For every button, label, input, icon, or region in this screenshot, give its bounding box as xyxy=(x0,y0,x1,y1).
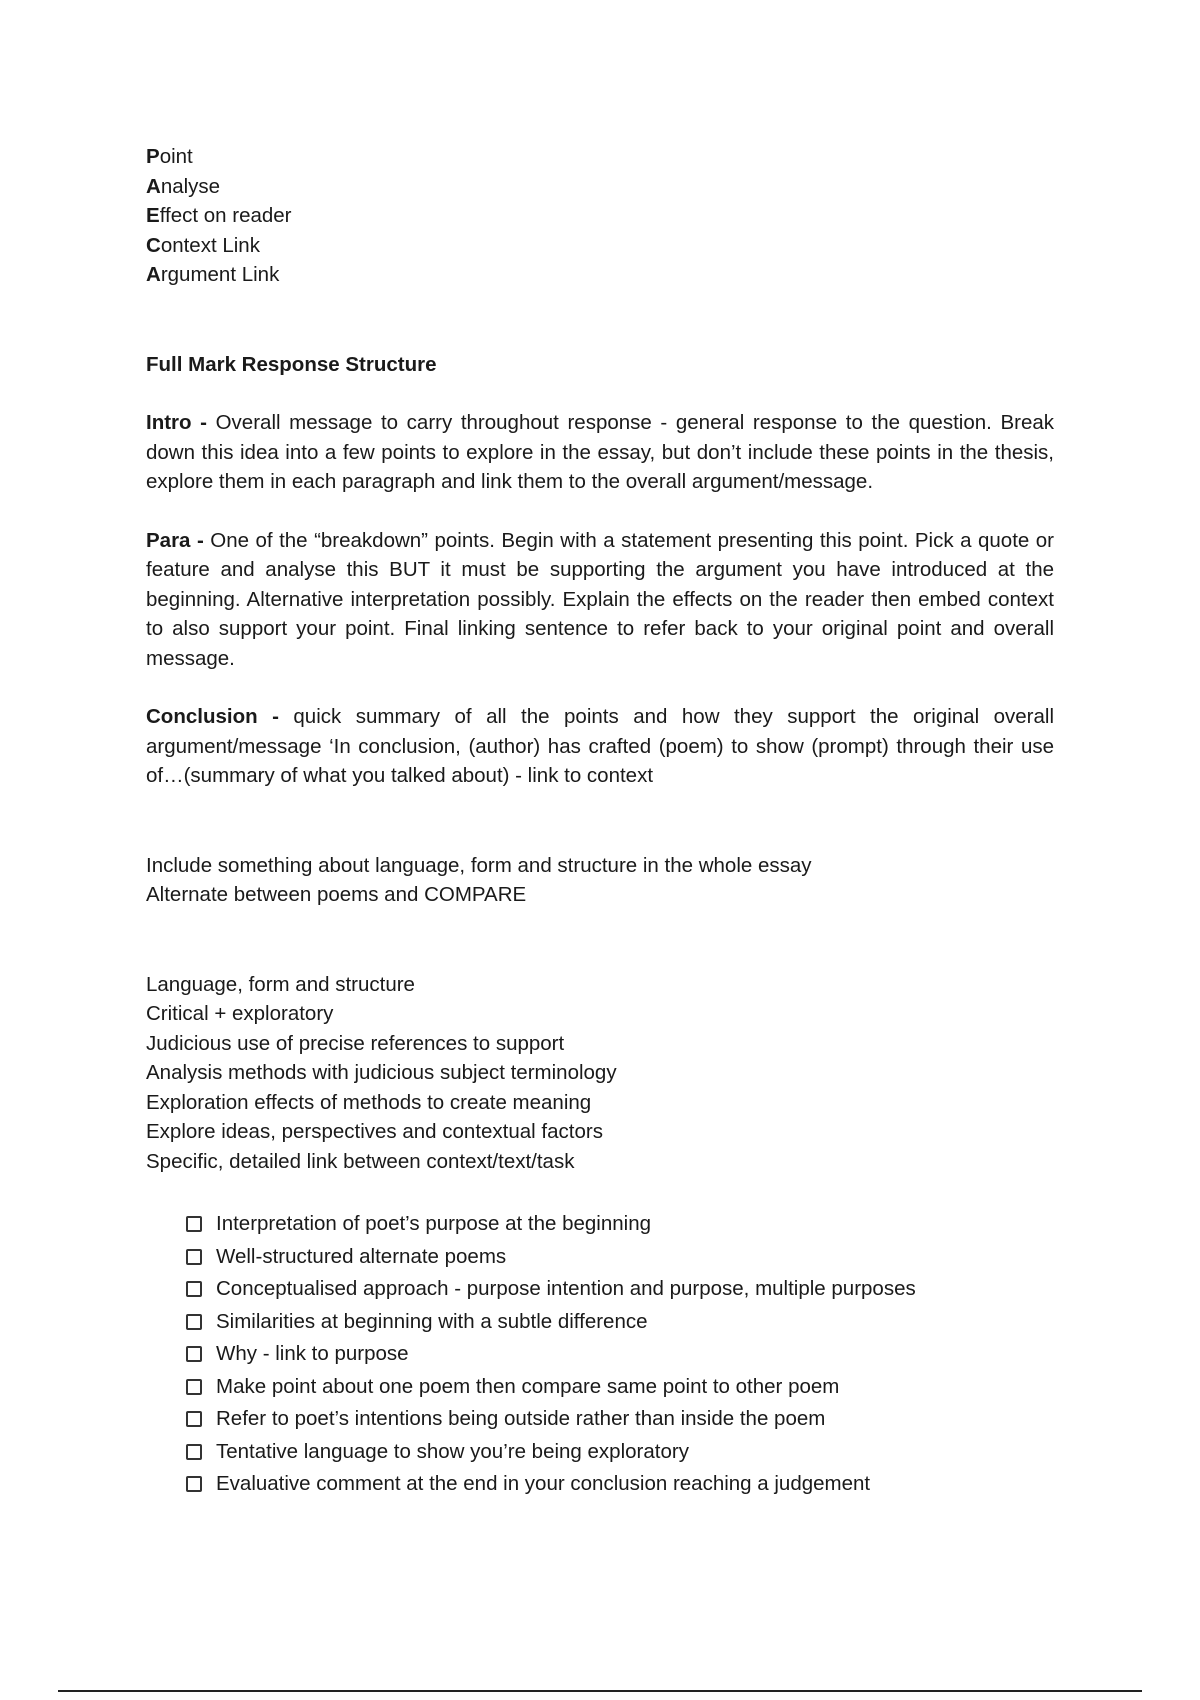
criteria-block xyxy=(146,970,1054,1177)
checklist-item xyxy=(186,1306,1054,1339)
checklist-item xyxy=(186,1436,1054,1469)
criteria-line: Judicious use of precise references to support xyxy=(146,1031,565,1055)
checklist-item xyxy=(186,1468,1054,1501)
criteria-line: Critical + exploratory xyxy=(146,1002,334,1025)
criteria-line: Exploration effects of methods to create meaning xyxy=(146,1090,592,1114)
checklist-item-label: Interpretation of poet’s purpose at the beginning xyxy=(216,1212,651,1236)
checklist-item-label: Make point about one poem then compare same point to other poem xyxy=(216,1374,840,1398)
checkbox[interactable] xyxy=(186,1249,202,1265)
checklist-item xyxy=(186,1273,1054,1306)
para-text: One of the “breakdown” points. Begin with a statement presenting this point. Pick a quote or feature and analyse this BUT it must be supporting the argument you have introduced at the beginning. Alternative interpretation possibly. Explain the effects on the reader then embed context to also support your point. Final linking sentence to refer back to your original point and overall message. xyxy=(146,528,1055,670)
checkbox[interactable] xyxy=(186,1216,202,1232)
checkbox[interactable] xyxy=(186,1411,202,1427)
checkbox[interactable] xyxy=(186,1379,202,1395)
checklist-item-label: Evaluative comment at the end in your conclusion reaching a judgement xyxy=(216,1472,871,1496)
footer-divider xyxy=(58,1690,1142,1692)
acronym-item-point: Point xyxy=(146,145,193,168)
peeca-acronym-list xyxy=(146,142,1054,290)
checkbox[interactable] xyxy=(186,1314,202,1330)
criteria-line: Language, form and structure xyxy=(146,972,415,996)
para-label: Para - xyxy=(146,528,204,552)
intro-text: Overall message to carry throughout response - general response to the question. Break down this idea into a few points to explore in the essay, but don’t include these points in the thesis, explore them in each paragraph and link them to the overall argument/message. xyxy=(146,411,1055,493)
note-line: Alternate between poems and COMPARE xyxy=(146,883,527,906)
para-paragraph xyxy=(146,526,1054,674)
checklist-item-label: Refer to poet’s intentions being outside rather than inside the poem xyxy=(216,1407,826,1431)
section-heading: Full Mark Response Structure xyxy=(146,352,437,376)
intro-label: Intro - xyxy=(146,411,207,434)
checklist-item-label: Well-structured alternate poems xyxy=(216,1244,507,1268)
checklist-item xyxy=(186,1208,1054,1241)
checklist-item-label: Why - link to purpose xyxy=(216,1342,409,1366)
checklist-item xyxy=(186,1371,1054,1404)
acronym-item-analyse: Analyse xyxy=(146,174,221,198)
criteria-line: Analysis methods with judicious subject terminology xyxy=(146,1061,617,1084)
conclusion-label: Conclusion - xyxy=(146,705,279,728)
acronym-item-argument: Argument Link xyxy=(146,263,280,286)
checklist-item xyxy=(186,1241,1054,1274)
checklist xyxy=(186,1208,1054,1501)
acronym-item-context: Context Link xyxy=(146,233,260,257)
criteria-line: Explore ideas, perspectives and contextual factors xyxy=(146,1120,603,1143)
intro-paragraph xyxy=(146,408,1054,497)
document-page xyxy=(146,142,1054,1501)
note-line: Include something about language, form and structure in the whole essay xyxy=(146,853,812,877)
checklist-item xyxy=(186,1403,1054,1436)
notes-block xyxy=(146,851,1054,910)
checklist-item-label: Conceptualised approach - purpose intention and purpose, multiple purposes xyxy=(216,1277,916,1301)
checkbox[interactable] xyxy=(186,1281,202,1297)
acronym-item-effect: Effect on reader xyxy=(146,204,292,227)
checkbox[interactable] xyxy=(186,1476,202,1492)
conclusion-paragraph xyxy=(146,702,1054,791)
conclusion-text: quick summary of all the points and how they support the original overall argument/message ‘In conclusion, (author) has crafted (poem) to show (prompt) through their use of…(summary of what you talked about) - link to context xyxy=(146,705,1054,787)
checkbox[interactable] xyxy=(186,1444,202,1460)
checklist-item-label: Similarities at beginning with a subtle difference xyxy=(216,1309,648,1333)
checklist-item xyxy=(186,1338,1054,1371)
criteria-line: Specific, detailed link between context/text/task xyxy=(146,1149,575,1173)
checkbox[interactable] xyxy=(186,1346,202,1362)
checklist-item-label: Tentative language to show you’re being exploratory xyxy=(216,1439,689,1463)
